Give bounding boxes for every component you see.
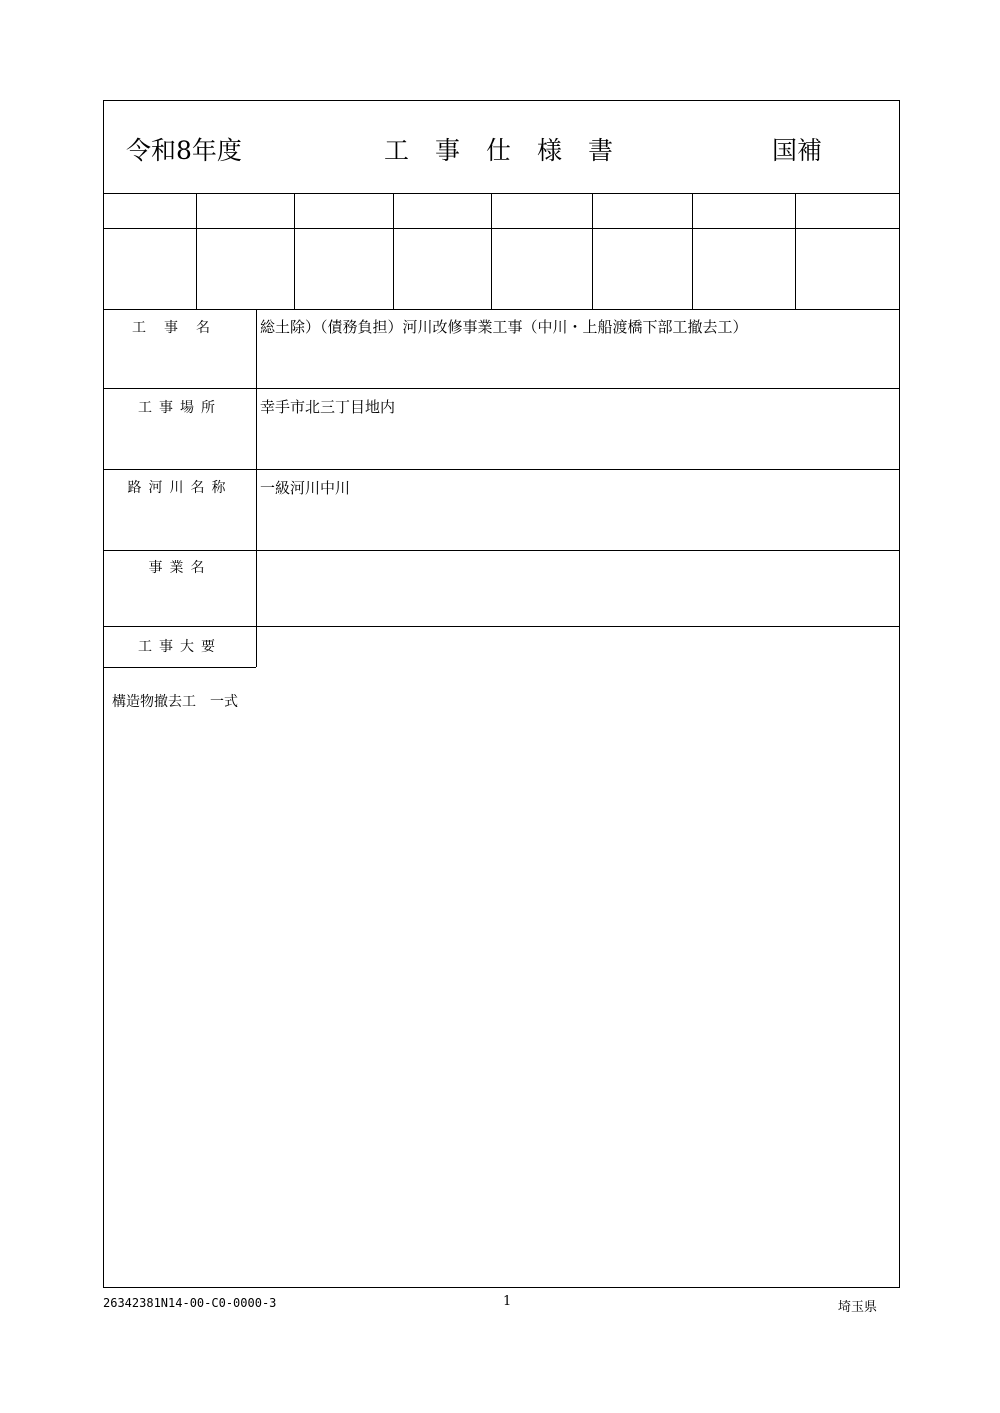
document-code: 26342381N14-00-C0-0000-3 <box>103 1296 277 1310</box>
river-name-value: 一級河川中川 <box>260 479 351 497</box>
summary-label-divider <box>104 667 256 668</box>
page-number: 1 <box>503 1294 512 1309</box>
project-name-label: 事業名 <box>148 560 212 576</box>
stamp-column-divider <box>795 193 796 309</box>
subsidy-type: 国補 <box>772 136 823 165</box>
stamp-header-divider <box>104 228 899 229</box>
construction-name-label: 工事名 <box>132 320 228 336</box>
stamp-column-divider <box>592 193 593 309</box>
title-divider <box>104 193 899 194</box>
construction-summary-label: 工事大要 <box>138 639 222 655</box>
construction-site-value: 幸手市北三丁目地内 <box>260 398 396 416</box>
row-divider <box>104 626 899 627</box>
row-divider <box>104 550 899 551</box>
stamp-column-divider <box>196 193 197 309</box>
fiscal-year: 令和8年度 <box>126 136 242 165</box>
label-column-divider <box>256 309 257 667</box>
stamp-column-divider <box>294 193 295 309</box>
construction-site-label: 工事場所 <box>138 400 222 416</box>
stamp-column-divider <box>491 193 492 309</box>
specification-sheet <box>103 100 900 1288</box>
stamp-column-divider <box>692 193 693 309</box>
construction-summary-text: 構造物撤去工 一式 <box>112 694 238 710</box>
construction-name-value: 総土除）（債務負担）河川改修事業工事（中川・上船渡橋下部工撤去工） <box>260 318 748 336</box>
document-title: 工事仕様書 <box>384 136 640 165</box>
row-divider <box>104 388 899 389</box>
stamp-column-divider <box>393 193 394 309</box>
river-name-label: 路河川名称 <box>127 480 233 496</box>
prefecture-name: 埼玉県 <box>838 1300 878 1315</box>
row-divider <box>104 469 899 470</box>
stamp-box-divider <box>104 309 899 310</box>
